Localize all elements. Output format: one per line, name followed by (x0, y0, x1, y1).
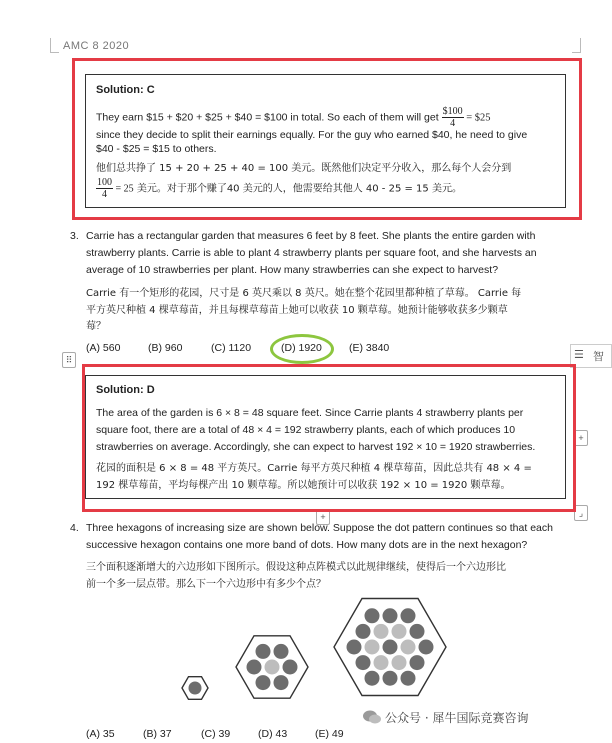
choice-a: (A) 35 (86, 728, 115, 740)
hexagon-2-dot (283, 660, 298, 675)
add-row-icon[interactable]: + (316, 509, 330, 525)
problem-3-en-line-3: average of 10 strawberries per plant. How many strawberries can she expect to harvest? (86, 264, 499, 276)
solution-1-zh-line-2 (96, 177, 462, 200)
solution-2-zh-line-1: 花园的面积是 6 × 8 = 48 平方英尺。Carrie 每平方英尺种植 4 棵草莓苗，因此总共有 48 × 4 = (96, 463, 532, 474)
problem-3-zh-line-3: 莓？ (86, 321, 106, 332)
choice-c: (C) 1120 (211, 342, 252, 354)
hexagon-2-dot (247, 660, 262, 675)
choice-e: (E) 3840 (349, 342, 390, 354)
fraction-100-over-4 (442, 106, 464, 129)
resize-handle-icon[interactable]: ⌟ (574, 505, 588, 521)
hexagon-2-dot (274, 675, 289, 690)
solution-1-en-line-1 (96, 106, 566, 129)
choice-d: (D) 1920 (281, 342, 322, 354)
choice-d: (D) 43 (258, 728, 288, 740)
problem-3-number: 3. (70, 230, 79, 242)
solution-2-box (85, 375, 566, 499)
hexagon-3-dot (374, 624, 389, 639)
fraction-numerator: $100 (442, 106, 463, 117)
page-header-title: AMC 8 2020 (63, 40, 130, 52)
fraction-result: = $25 (463, 112, 491, 124)
hexagon-2-dot (274, 644, 289, 659)
solution-2-title: Solution: D (96, 384, 155, 396)
solution-2-en-line-2: square foot, there are a total of 48 × 4 = 192 strawberry plants, each of which produces 10 (96, 424, 516, 436)
solution-1-zh-line-1: 他们总共挣了 15 + 20 + 25 + 40 = 100 美元。既然他们决定平分收入，那么每个人会分到 (96, 163, 512, 174)
hexagon-3-dot (410, 624, 425, 639)
solution-1-en-line-2: since they decide to split their earnings equally. For the guy who earned $40, he need to give (96, 129, 528, 141)
page-corner-mark-right (572, 38, 581, 53)
hexagon-3-dot (401, 608, 416, 623)
problem-4-zh-line-2: 前一个多一层点带。那么下一个六边形中有多少个点？ (86, 579, 326, 590)
problem-4-zh-line-1: 三个面积逐渐增大的六边形如下图所示。假设这种点阵模式以此规律继续，使得后一个六边形比 (86, 562, 506, 573)
fraction-numerator: 100 (97, 177, 112, 188)
watermark-text: 公众号 · 犀牛国际竞赛咨询 (385, 711, 529, 725)
choice-c: (C) 39 (201, 728, 231, 740)
hexagon-3-dot (419, 640, 434, 655)
solution-1-title: Solution: C (96, 84, 155, 96)
solution-1-box (85, 74, 566, 208)
choice-a: (A) 560 (86, 342, 121, 354)
drag-handle-icon[interactable]: ⠿ (62, 352, 76, 368)
wechat-icon (362, 709, 382, 725)
choice-b: (B) 960 (148, 342, 183, 354)
problem-3-zh-line-2: 平方英尺种植 4 棵草莓苗，并且每棵草莓苗上她可以收获 10 颗草莓。她预计能够收获多少颗草 (86, 305, 508, 316)
hexagon-3-dot (383, 671, 398, 686)
solution-1-en-text: They earn $15 + $20 + $25 + $40 = $100 in total. So each of them will get (96, 111, 439, 124)
hexagon-1-dot (189, 682, 202, 695)
choice-e: (E) 49 (315, 728, 344, 740)
side-toolbar-label: 智 (593, 351, 604, 363)
answer-circle-d (270, 334, 334, 364)
solution-1-en-line-3: $40 - $25 = $15 to others. (96, 143, 217, 155)
hexagon-3-dot (356, 655, 371, 670)
fraction-100-over-4-zh (96, 177, 113, 200)
hexagon-3-dot (410, 655, 425, 670)
hexagon-3-dot (392, 624, 407, 639)
hexagon-3-dot (365, 608, 380, 623)
hexagon-3-dot (383, 640, 398, 655)
hexagon-3-dot (392, 655, 407, 670)
hexagon-3-dot (365, 640, 380, 655)
hexagon-3-dot (356, 624, 371, 639)
hexagon-dot-figure (160, 595, 460, 715)
add-icon[interactable]: + (574, 430, 588, 446)
page-corner-mark-left (50, 38, 59, 53)
side-toolbar[interactable] (570, 344, 612, 368)
solution-2-en-line-3: strawberries on average. Accordingly, she can expect to harvest 192 × 10 = 1920 strawberries. (96, 441, 536, 453)
hexagon-3-dot (347, 640, 362, 655)
fraction-denominator: 4 (450, 118, 456, 129)
solution-1-zh-text: 美元。对于那个赚了40 美元的人，他需要给其他人 40 - 25 = 15 美元。 (133, 183, 462, 195)
hexagon-2-dot (256, 675, 271, 690)
hexagon-3-dot (401, 671, 416, 686)
problem-4-en-line-2: successive hexagon contains one more band of dots. How many dots are in the next hexagon? (86, 539, 528, 551)
problem-3-zh-line-1: Carrie 有一个矩形的花园，尺寸是 6 英尺乘以 8 英尺。她在整个花园里都种植了草莓。 Carrie 每 (86, 288, 522, 299)
hexagon-3-dot (374, 655, 389, 670)
problem-3-en-line-2: strawberry plants. Carrie is able to plant 4 strawberry plants per square foot, and she harvests an (86, 247, 537, 259)
solution-2-zh-line-2: 192 棵草莓苗，平均每棵产出 10 颗草莓。所以她预计可以收获 192 × 10 = 1920 颗草莓。 (96, 480, 511, 491)
problem-4-en-line-1: Three hexagons of increasing size are shown below. Suppose the dot pattern continues so that each (86, 522, 553, 534)
hexagon-2-dot (265, 660, 280, 675)
problem-3-en-line-1: Carrie has a rectangular garden that measures 6 feet by 8 feet. She plants the entire garden with (86, 230, 536, 242)
hexagon-2-dot (256, 644, 271, 659)
choice-b: (B) 37 (143, 728, 172, 740)
hexagon-3-dot (383, 608, 398, 623)
hexagon-3-dot (401, 640, 416, 655)
problem-4-number: 4. (70, 522, 79, 534)
fraction-result: = 25 (113, 183, 134, 195)
solution-2-en-line-1: The area of the garden is 6 × 8 = 48 square feet. Since Carrie plants 4 strawberry plants per (96, 407, 524, 419)
document-icon: ☰ (574, 349, 584, 361)
fraction-denominator: 4 (102, 189, 107, 200)
hexagon-3-dot (365, 671, 380, 686)
